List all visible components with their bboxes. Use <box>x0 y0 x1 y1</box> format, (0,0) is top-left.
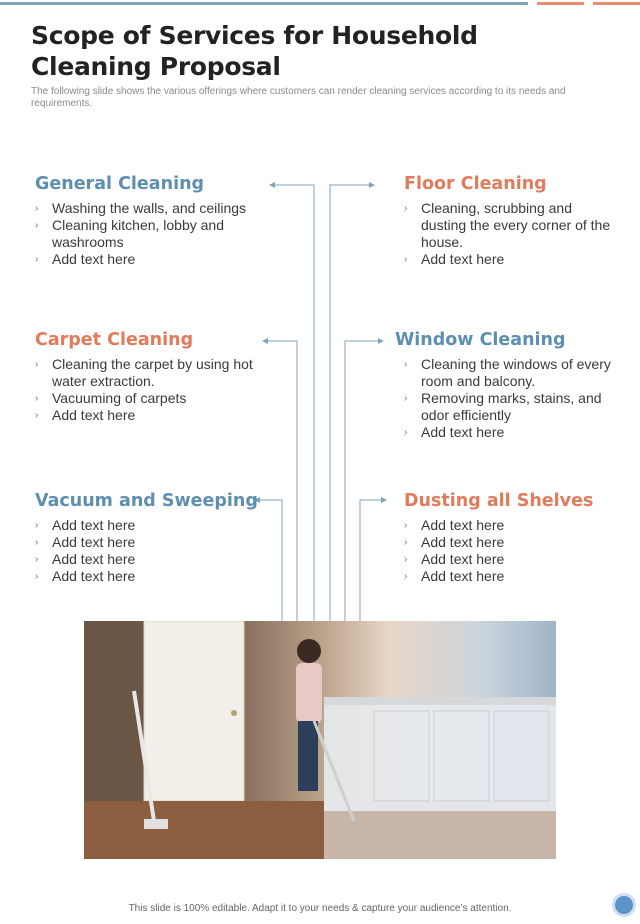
bullet-chevron-icon: › <box>35 410 39 421</box>
bullet-chevron-icon: › <box>35 203 39 214</box>
bullet-text: Cleaning, scrubbing and dusting the every corner of the house. <box>421 200 611 250</box>
section-list <box>35 517 275 585</box>
page-subtitle: The following slide shows the various offerings where customers can render cleaning services according to its needs and requirements. <box>31 86 566 109</box>
section-carpet-cleaning <box>35 328 285 424</box>
bullet-item <box>404 534 619 551</box>
section-window-cleaning <box>395 328 619 441</box>
bullet-chevron-icon: › <box>35 359 39 370</box>
section-list <box>35 200 285 268</box>
bullet-text: Add text here <box>52 407 136 423</box>
bullet-text: Add text here <box>421 551 505 567</box>
bullet-text: Add text here <box>52 534 136 550</box>
bullet-chevron-icon: › <box>404 254 408 265</box>
section-heading: Carpet Cleaning <box>35 330 194 350</box>
section-vacuum-sweeping <box>35 489 275 585</box>
bullet-text: Add text here <box>52 551 136 567</box>
section-heading: Dusting all Shelves <box>404 491 594 511</box>
section-floor-cleaning <box>404 172 619 268</box>
bullet-text: Cleaning the windows of every room and balcony. <box>421 356 611 389</box>
bullet-item <box>35 356 285 390</box>
section-list <box>35 356 285 424</box>
bullet-item <box>404 551 619 568</box>
bullet-item <box>35 534 275 551</box>
cleaning-photo <box>84 621 556 859</box>
bullet-item <box>404 517 619 534</box>
bullet-chevron-icon: › <box>35 393 39 404</box>
section-heading: Floor Cleaning <box>404 174 547 194</box>
bullet-item <box>404 251 619 268</box>
section-list <box>404 200 619 268</box>
bullet-item <box>404 424 619 441</box>
bullet-text: Cleaning kitchen, lobby and washrooms <box>52 217 225 250</box>
section-list <box>395 356 619 441</box>
bullet-item <box>35 390 285 407</box>
bullet-item <box>35 568 275 585</box>
bullet-text: Cleaning the carpet by using hot water extraction. <box>52 356 253 389</box>
bullet-chevron-icon: › <box>404 427 408 438</box>
bullet-chevron-icon: › <box>35 254 39 265</box>
section-dusting-shelves <box>404 489 619 585</box>
bullet-item <box>35 251 285 268</box>
photo-illustration <box>84 621 556 859</box>
bullet-chevron-icon: › <box>404 537 408 548</box>
bullet-chevron-icon: › <box>35 520 39 531</box>
bullet-chevron-icon: › <box>404 203 408 214</box>
bullet-text: Add text here <box>421 251 505 267</box>
footer-note: This slide is 100% editable. Adapt it to your needs & capture your audience’s attention. <box>128 903 512 914</box>
bullet-chevron-icon: › <box>404 393 408 404</box>
bullet-item <box>404 390 619 424</box>
bullet-text: Add text here <box>421 517 505 533</box>
bullet-text: Add text here <box>52 251 136 267</box>
bullet-item <box>35 407 285 424</box>
bullet-chevron-icon: › <box>404 520 408 531</box>
bullet-chevron-icon: › <box>35 220 39 231</box>
section-list <box>404 517 619 585</box>
connector-floor <box>330 185 374 621</box>
bullet-item <box>35 217 285 251</box>
section-heading: Window Cleaning <box>395 330 566 350</box>
corner-circle-icon <box>612 893 636 917</box>
bullet-text: Vacuuming of carpets <box>52 390 187 406</box>
section-general-cleaning <box>35 172 285 268</box>
bullet-chevron-icon: › <box>404 359 408 370</box>
bullet-text: Add text here <box>421 568 505 584</box>
bullet-item <box>35 200 285 217</box>
bullet-item <box>404 356 619 390</box>
bullet-text: Add text here <box>52 517 136 533</box>
bullet-text: Add text here <box>421 424 505 440</box>
bullet-chevron-icon: › <box>35 537 39 548</box>
bullet-chevron-icon: › <box>35 571 39 582</box>
bullet-item <box>35 551 275 568</box>
page-title: Scope of Services for Household Cleaning Proposal <box>31 21 478 81</box>
bullet-chevron-icon: › <box>404 571 408 582</box>
bullet-chevron-icon: › <box>404 554 408 565</box>
bullet-item <box>404 200 619 251</box>
section-heading: General Cleaning <box>35 174 205 194</box>
bullet-text: Washing the walls, and ceilings <box>52 200 247 216</box>
connector-shelves <box>360 500 386 621</box>
connector-window <box>345 341 383 621</box>
bullet-item <box>404 568 619 585</box>
section-heading: Vacuum and Sweeping <box>35 491 258 511</box>
bullet-text: Add text here <box>52 568 136 584</box>
bullet-chevron-icon: › <box>35 554 39 565</box>
bullet-text: Add text here <box>421 534 505 550</box>
bullet-text: Removing marks, stains, and odor efficiently <box>421 390 602 423</box>
bullet-item <box>35 517 275 534</box>
